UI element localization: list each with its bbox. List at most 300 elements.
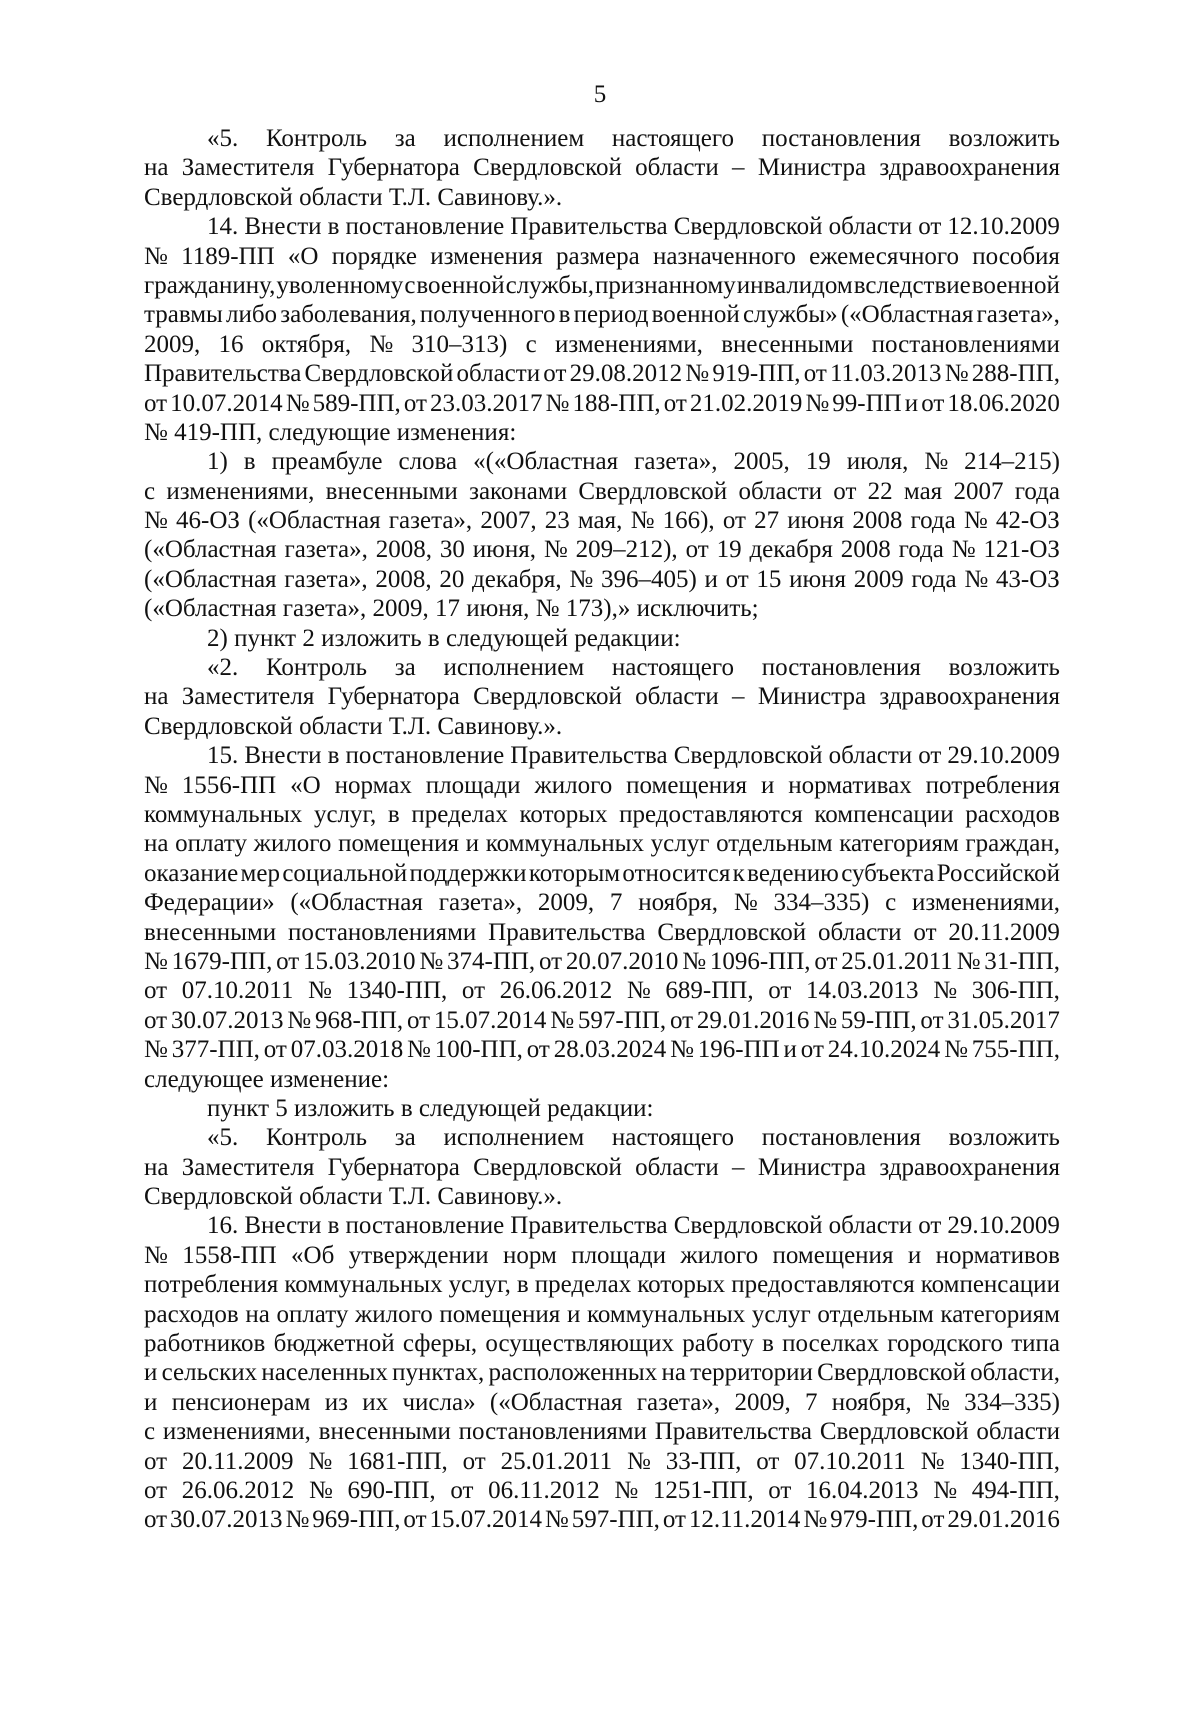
- word: №: [614, 1476, 639, 1504]
- word: изменениями,: [166, 477, 315, 505]
- text-line: [144, 389, 1060, 418]
- word: услуг,: [313, 800, 377, 828]
- word: исполнением: [443, 125, 585, 152]
- word: предоставляются: [619, 800, 803, 828]
- word: и: [566, 1300, 581, 1328]
- word: –: [732, 1153, 745, 1181]
- word: отдельным: [817, 1300, 934, 1328]
- word: мер: [240, 859, 280, 887]
- word: 31.05.2017: [947, 1006, 1060, 1034]
- word: Контроль: [265, 125, 368, 152]
- word: 28.03.2024: [553, 1036, 667, 1064]
- word: военной: [416, 271, 505, 299]
- word: 1): [207, 448, 228, 476]
- word: 374-ПП,: [447, 947, 536, 975]
- word: 46-ОЗ: [176, 507, 240, 535]
- word: за: [394, 125, 416, 152]
- word: июня,: [466, 595, 536, 623]
- text-line: [144, 124, 1060, 153]
- word: 968-ПП,: [314, 1006, 404, 1034]
- word: от: [768, 977, 792, 1005]
- word: №: [956, 947, 981, 975]
- word: преамбуле: [271, 448, 383, 476]
- word: 30: [439, 536, 465, 564]
- word: области: [828, 213, 913, 241]
- word: 15.: [207, 742, 239, 770]
- word: 24.10.2024: [827, 1036, 941, 1064]
- word: Заместителя: [181, 154, 315, 182]
- word: №: [543, 536, 568, 564]
- word: Свердловской: [304, 360, 454, 388]
- word: расходов: [144, 1300, 239, 1328]
- word: типа: [1011, 1330, 1060, 1358]
- word: «Об: [291, 1241, 335, 1269]
- word: 29.10.2009: [947, 1212, 1060, 1240]
- word: 377-ПП,: [171, 1036, 260, 1064]
- word: от: [144, 1476, 168, 1504]
- word: 23: [544, 507, 570, 535]
- word: осуществляющих: [485, 1330, 675, 1358]
- word: Свердловской: [673, 1212, 823, 1240]
- word: исполнением: [443, 654, 585, 682]
- word: 979-ПП,: [830, 1506, 919, 1534]
- word: категориям: [940, 1300, 1060, 1328]
- word: которым: [528, 859, 621, 887]
- word: социальной: [282, 859, 408, 887]
- word: Т.Л.: [388, 183, 438, 211]
- word: №: [144, 1241, 168, 1269]
- word: период: [573, 301, 649, 329]
- word: 334–335): [773, 889, 870, 917]
- text-line: [144, 1182, 1060, 1211]
- word: оказание: [144, 859, 239, 887]
- word: субъекта: [841, 859, 935, 887]
- word: в: [327, 742, 340, 770]
- word: постановления: [761, 1124, 921, 1152]
- word: Контроль: [265, 654, 368, 682]
- text-line: [144, 1417, 1060, 1446]
- word: 2007,: [480, 507, 537, 535]
- word: изменениями,: [554, 330, 703, 358]
- word: категориям: [839, 830, 959, 858]
- word: декабря,: [472, 565, 562, 593]
- word: услуг: [751, 1300, 811, 1328]
- word: коммунальных: [485, 830, 644, 858]
- word: 43-ОЗ: [995, 565, 1060, 593]
- word: помещения: [338, 830, 460, 858]
- word: 18.06.2020: [947, 389, 1060, 417]
- word: №: [144, 242, 168, 270]
- word: от: [144, 1506, 168, 1534]
- word: 26.06.2012: [181, 1476, 295, 1504]
- word: от: [918, 742, 942, 770]
- text-line: [144, 1447, 1060, 1476]
- word: №: [924, 448, 949, 476]
- text-line: [144, 1153, 1060, 1182]
- word: 07.10.2011: [794, 1447, 906, 1475]
- word: с: [885, 889, 897, 917]
- word: Свердловской: [819, 1418, 969, 1446]
- word: 11.03.2013: [829, 360, 942, 388]
- word: Правительства: [654, 1418, 813, 1446]
- text-line: [144, 976, 1060, 1005]
- text-line: [144, 859, 1060, 888]
- word: уволенному: [276, 271, 404, 299]
- word: области: [635, 683, 719, 711]
- word: №: [535, 595, 566, 623]
- word: изменение:: [269, 1065, 390, 1093]
- word: года: [898, 536, 944, 564]
- word: исполнением: [443, 1124, 585, 1152]
- word: гражданину,: [144, 271, 276, 299]
- word: Свердловской: [144, 1183, 300, 1211]
- word: от: [144, 389, 168, 417]
- word: и: [907, 1241, 922, 1269]
- page-number: 5: [593, 81, 607, 108]
- word: 969-ПП,: [312, 1506, 401, 1534]
- word: области: [456, 360, 541, 388]
- word: от: [403, 1506, 427, 1534]
- word: 20.11.2009: [948, 918, 1060, 946]
- word: Свердловской: [473, 683, 622, 711]
- word: с: [525, 330, 537, 358]
- word: 25.01.2011: [841, 947, 953, 975]
- word: которых: [519, 800, 608, 828]
- word: газета»,: [282, 595, 373, 623]
- word: 1558-ПП: [182, 1241, 277, 1269]
- word: 30.07.2013: [170, 1506, 283, 1534]
- word: городского: [887, 1330, 1003, 1358]
- word: 33-ПП,: [665, 1447, 742, 1475]
- word: №: [544, 1506, 569, 1534]
- word: к: [732, 859, 745, 887]
- word: №: [933, 977, 958, 1005]
- word: Свердловской: [144, 183, 300, 211]
- word: жилого: [680, 1241, 759, 1269]
- word: «(«Областная: [473, 448, 619, 476]
- word: области: [635, 1153, 719, 1181]
- word: «5.: [207, 125, 239, 152]
- word: законами: [469, 477, 568, 505]
- word: 29.08.2012: [569, 360, 683, 388]
- word: отдельным: [716, 830, 833, 858]
- word: 214–215): [964, 448, 1060, 476]
- word: коммунальных: [586, 1300, 746, 1328]
- word: военной: [971, 271, 1060, 299]
- word: 15.07.2014: [429, 1506, 542, 1534]
- word: 16.: [207, 1212, 239, 1240]
- text-line: [144, 771, 1060, 800]
- word: 2: [302, 624, 322, 652]
- word: 306-ПП,: [971, 977, 1060, 1005]
- word: на: [661, 1359, 686, 1387]
- text-line: [144, 535, 1060, 564]
- word: помещения: [439, 1300, 561, 1328]
- word: 23.03.2017: [430, 389, 543, 417]
- word: Внести: [244, 213, 322, 241]
- word: июля,: [846, 448, 909, 476]
- word: от: [662, 1506, 686, 1534]
- word: сельских: [161, 1359, 258, 1387]
- word: №: [144, 1036, 168, 1064]
- word: области: [299, 1183, 389, 1211]
- word: 597-ПП,: [577, 1006, 667, 1034]
- word: вследствие: [853, 271, 971, 299]
- word: пределах: [534, 1271, 632, 1299]
- text-line: [144, 183, 1060, 212]
- text-line: [144, 506, 1060, 535]
- word: («Областная: [290, 889, 423, 917]
- document-body: [144, 124, 1060, 1535]
- text-line: [144, 359, 1060, 388]
- word: 2008: [840, 536, 891, 564]
- word: №: [670, 1036, 694, 1064]
- word: Свердловской: [473, 1153, 622, 1181]
- word: настоящего: [611, 1124, 735, 1152]
- word: ноября,: [831, 1388, 912, 1416]
- word: 689-ПП,: [665, 977, 754, 1005]
- word: №: [626, 1447, 651, 1475]
- text-line: [144, 1241, 1060, 1270]
- text-line: [144, 1123, 1060, 1152]
- word: изменениями,: [911, 889, 1060, 917]
- word: 1189-ПП: [181, 242, 275, 270]
- word: 07.03.2018: [290, 1036, 404, 1064]
- word: №: [569, 565, 594, 593]
- text-line: [144, 1300, 1060, 1329]
- word: 173),»: [565, 595, 637, 623]
- word: возложить: [948, 1124, 1060, 1152]
- word: от: [803, 360, 827, 388]
- word: которых: [637, 1271, 726, 1299]
- word: Свердловской: [578, 477, 728, 505]
- word: из: [324, 1388, 348, 1416]
- word: службы»: [742, 301, 838, 329]
- word: Т.Л.: [388, 712, 438, 740]
- word: Губернатора: [327, 1153, 460, 1181]
- word: области: [976, 1418, 1060, 1446]
- word: порядке: [331, 242, 417, 270]
- text-line: [144, 1270, 1060, 1299]
- word: компенсации: [920, 1271, 1060, 1299]
- word: области: [828, 1212, 913, 1240]
- word: 589-ПП,: [312, 389, 401, 417]
- word: №: [925, 1388, 950, 1416]
- word: нормах: [334, 771, 412, 799]
- word: территории: [690, 1359, 813, 1387]
- word: Свердловской: [473, 154, 622, 182]
- word: 26.06.2012: [499, 977, 613, 1005]
- word: области: [299, 712, 389, 740]
- word: Савинову.».: [437, 183, 563, 211]
- word: пособия: [972, 242, 1060, 270]
- word: Внести: [244, 742, 322, 770]
- word: от: [920, 1006, 944, 1034]
- word: за: [394, 1124, 416, 1152]
- word: за: [394, 654, 416, 682]
- word: от: [538, 947, 563, 975]
- word: 288-ПП,: [971, 360, 1060, 388]
- word: («Областная: [144, 595, 283, 623]
- word: 25.01.2011: [500, 1447, 613, 1475]
- word: слова: [398, 448, 458, 476]
- word: от: [144, 1006, 168, 1034]
- word: области: [635, 154, 719, 182]
- text-line: [144, 1211, 1060, 1240]
- word: предоставляются: [731, 1271, 915, 1299]
- word: числа»: [402, 1388, 476, 1416]
- word: области: [299, 183, 389, 211]
- word: №: [630, 507, 655, 535]
- word: жилого: [534, 771, 613, 799]
- word: настоящего: [611, 654, 735, 682]
- text-line: [144, 653, 1060, 682]
- word: «О: [287, 242, 319, 270]
- word: изменениями,: [162, 1418, 311, 1446]
- word: и: [144, 1359, 158, 1387]
- word: здравоохранения: [879, 154, 1060, 182]
- word: постановлениями: [288, 918, 477, 946]
- word: 100-ПП,: [434, 1036, 523, 1064]
- word: («Областная: [840, 301, 974, 329]
- word: и: [760, 771, 775, 799]
- word: от: [144, 977, 168, 1005]
- word: 12.10.2009: [947, 213, 1060, 241]
- word: №: [285, 389, 310, 417]
- word: 1556-ПП: [181, 771, 277, 799]
- word: Свердловской: [657, 918, 807, 946]
- word: военной: [651, 301, 740, 329]
- word: 2009,: [144, 330, 201, 358]
- word: изменения:: [396, 418, 517, 446]
- word: расходов: [965, 800, 1060, 828]
- word: на: [144, 683, 169, 711]
- word: от: [918, 213, 942, 241]
- word: 334–335): [964, 1388, 1060, 1416]
- word: Контроль: [265, 1124, 368, 1152]
- text-line: [144, 682, 1060, 711]
- word: потребления: [144, 1271, 279, 1299]
- word: на: [144, 154, 169, 182]
- word: №: [287, 1006, 312, 1034]
- word: 30.07.2013: [170, 1006, 284, 1034]
- word: поселках: [782, 1330, 879, 1358]
- word: 2009,: [372, 595, 435, 623]
- word: от: [526, 1036, 550, 1064]
- word: Федерации»: [144, 889, 275, 917]
- word: внесенными: [144, 918, 277, 946]
- word: с: [144, 1418, 156, 1446]
- word: следующие: [268, 418, 397, 446]
- word: потребления: [925, 771, 1060, 799]
- word: внесенными: [325, 477, 458, 505]
- word: Министра: [757, 154, 867, 182]
- word: «2.: [207, 654, 239, 682]
- word: №: [308, 977, 332, 1005]
- word: от: [669, 1006, 694, 1034]
- word: 15: [756, 565, 782, 593]
- word: здравоохранения: [879, 683, 1060, 711]
- word: 29.01.2016: [947, 1506, 1060, 1534]
- word: июня: [787, 507, 845, 535]
- word: июня,: [472, 536, 536, 564]
- word: года: [1014, 477, 1060, 505]
- word: 396–405): [600, 565, 697, 593]
- word: 196-ПП: [697, 1036, 780, 1064]
- word: 14.03.2013: [806, 977, 919, 1005]
- word: от: [263, 1036, 287, 1064]
- word: 494-ПП,: [971, 1476, 1060, 1504]
- word: Российской: [936, 859, 1060, 887]
- word: и: [704, 565, 718, 593]
- word: следующей: [445, 624, 575, 652]
- word: ноября,: [638, 889, 719, 917]
- word: постановления: [761, 125, 921, 152]
- text-line: [144, 800, 1060, 829]
- text-line: [144, 330, 1060, 359]
- word: №: [951, 536, 976, 564]
- word: 20.11.2009: [181, 1447, 294, 1475]
- word: 121-ОЗ: [983, 536, 1060, 564]
- word: и: [144, 1388, 158, 1416]
- word: от: [462, 1447, 486, 1475]
- word: постановление: [345, 213, 505, 241]
- word: 21.02.2019: [689, 389, 803, 417]
- word: работников: [144, 1330, 266, 1358]
- word: №: [419, 947, 444, 975]
- word: («Областная: [248, 507, 381, 535]
- word: 15.07.2014: [433, 1006, 547, 1034]
- word: №: [964, 565, 989, 593]
- text-line: [144, 212, 1060, 241]
- word: №: [933, 1476, 958, 1504]
- word: коммунальных: [284, 1271, 443, 1299]
- word: 1681-ПП,: [347, 1447, 448, 1475]
- word: Савинову.».: [437, 712, 563, 740]
- word: постановление: [345, 742, 505, 770]
- word: нормативах: [788, 771, 912, 799]
- word: от: [663, 389, 687, 417]
- word: утверждении: [348, 1241, 489, 1269]
- word: 919-ПП,: [712, 360, 801, 388]
- word: населенных: [261, 1359, 388, 1387]
- word: газета»,: [634, 448, 718, 476]
- word: от: [450, 1476, 474, 1504]
- word: 7: [804, 1388, 818, 1416]
- word: Правительства: [510, 213, 668, 241]
- word: газета»,: [636, 1388, 721, 1416]
- word: газета»,: [284, 565, 368, 593]
- word: области: [817, 918, 902, 946]
- word: 31-ПП,: [984, 947, 1060, 975]
- word: 7: [609, 889, 623, 917]
- word: №: [803, 1506, 828, 1534]
- word: бюджетной: [273, 1330, 395, 1358]
- word: от: [913, 918, 937, 946]
- word: постановление: [345, 1212, 505, 1240]
- word: №: [963, 507, 988, 535]
- word: от: [543, 360, 567, 388]
- word: расположенных: [488, 1359, 658, 1387]
- word: 2009: [853, 565, 904, 593]
- word: №: [308, 1476, 333, 1504]
- text-line: [144, 624, 1060, 653]
- word: от: [461, 977, 486, 1005]
- word: –: [732, 683, 745, 711]
- word: и: [783, 1036, 797, 1064]
- text-line: [144, 888, 1060, 917]
- text-line: [144, 477, 1060, 506]
